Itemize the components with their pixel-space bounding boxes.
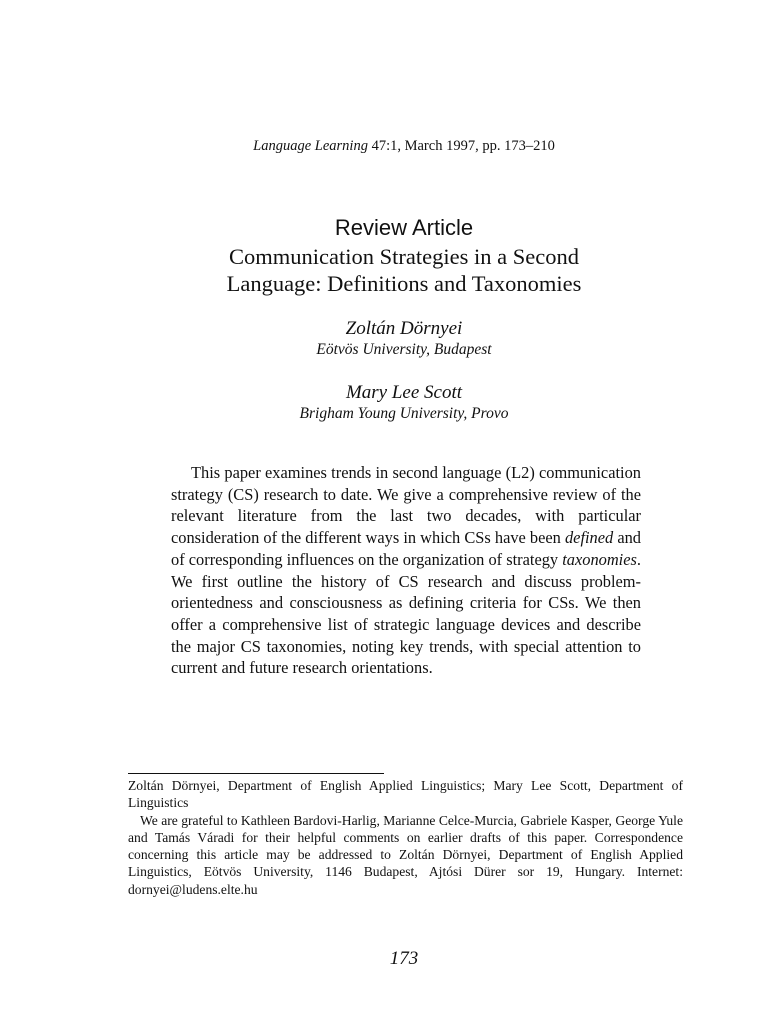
abstract <box>171 462 641 679</box>
author-affiliation: Eötvös University, Budapest <box>316 341 492 358</box>
abstract-segment: . We first outline the history of CS research and discuss problem-orientedness and consciousness as defining criteria for CSs. We then offer a comprehensive list of strategic language devices and describe the major CS taxonomies, noting key trends, with special attention to current and future research orientations. <box>171 549 641 678</box>
abstract-emphasis: taxonomies <box>562 549 637 569</box>
abstract-emphasis: defined <box>564 528 614 548</box>
abstract-segment: This paper examines trends in second language (L2) communication strategy (CS) research to date. We give a comprehensive review of the relevant literature from the last two decades, with particular consideration of the different ways in which CSs have been <box>171 463 641 548</box>
journal-issue: 47:1, March 1997, pp. 173–210 <box>371 138 555 154</box>
footnotes <box>128 777 683 898</box>
article-type: Review Article <box>334 215 474 240</box>
footnote-affiliations: Zoltán Dörnyei, Department of English Applied Linguistics; Mary Lee Scott, Department of Linguistics <box>128 778 683 811</box>
title-line: Communication Strategies in a Second <box>229 244 579 269</box>
abstract-text <box>171 462 641 679</box>
footnote-rule <box>128 773 384 774</box>
page-number: 173 <box>389 948 419 969</box>
article-title <box>0 243 768 297</box>
author-name: Mary Lee Scott <box>345 382 463 403</box>
title-line: Language: Definitions and Taxonomies <box>226 271 582 296</box>
footnote-acknowledgments: We are grateful to Kathleen Bardovi-Harlig, Marianne Celce-Murcia, Gabriele Kasper, George Yule and Tamás Váradi for their helpful comments on earlier drafts of this paper. Correspondence concerning this article may be addressed to Zoltán Dörnyei, Department of English Applied Linguistics, Eötvös University, 1146 Budapest, Ajtósi Dürer sor 19, Hungary. Internet: dornyei@ludens.elte.hu <box>128 812 683 897</box>
journal-citation <box>0 138 768 155</box>
author-affiliation: Brigham Young University, Provo <box>299 405 509 422</box>
abstract-segment: and of corresponding influences on the organization of strategy <box>171 528 641 569</box>
journal-name: Language Learning <box>253 138 368 154</box>
author-name: Zoltán Dörnyei <box>345 318 463 339</box>
